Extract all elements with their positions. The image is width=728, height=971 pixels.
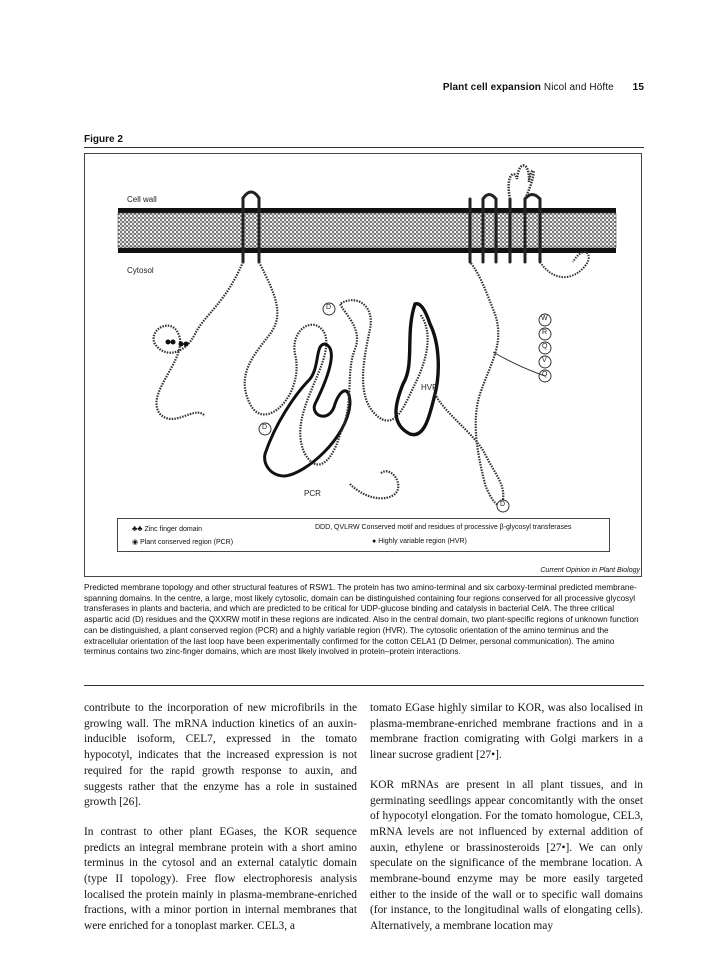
motif-v-label: V [542,357,547,364]
motif-r-label: R [542,329,548,336]
central-loop-3 [435,262,503,505]
figure-label: Figure 2 [84,134,123,145]
page-number: 15 [632,82,644,93]
legend-pcr-text: Plant conserved region (PCR) [140,539,234,546]
pcr-label: PCR [304,489,321,498]
paragraph: In contrast to other plant EGases, the KOR sequence predicts an integral membrane protein with a short amino terminus in the cytosol and an external catalytic domain (type II topology). Free flow electrophoresis analysis localised the protein mainly in plasma-membrane-enriched fractions, with a minor portion in internal membranes that were enriched for a tonoplast marker. CEL3, a [84,825,357,933]
central-loop-4 [350,471,398,498]
legend-hvr-text: Highly variable region (HVR) [378,538,467,545]
section-title: Plant cell expansion [442,82,542,93]
figure-top-rule [84,147,644,148]
aspartate-label-1: D [326,304,332,311]
central-loop-2 [340,300,428,434]
zinc-finger-marks [166,340,189,347]
running-head [443,82,644,93]
figure-legend [117,518,610,552]
legend-pcr [132,538,233,546]
legend-zinc-text: Zinc finger domain [144,526,203,533]
motif-q2-label: Q [542,371,548,378]
zinc-finger-icon: ♣♣ [132,524,143,533]
topology-diagram [85,154,641,576]
motif-w-label: W [541,315,548,322]
figure-panel [84,153,642,577]
motif-q-label: Q [542,343,548,350]
authors: Nicol and Höfte [543,82,614,93]
paragraph: tomato EGase highly similar to KOR, was also localised in plasma-membrane-enriched membrane fractions and in a membrane fraction comigrating with Golgi markers in a linear sucrose gradient [27•]. [370,702,643,762]
hvr-label: HVR [421,383,438,392]
pcr-marker-icon: ◉ [132,539,139,546]
legend-ddd-text: DDD, QVLRW Conserved motif and residues of processive β-glycosyl transferases [315,524,572,531]
c-terminal-tail [540,252,589,277]
qvlrw-connector [493,352,548,378]
paragraph: KOR mRNAs are present in all plant tissues, and in germinating seedlings appear concomitantly with the onset of hypocotyl elongation. For the tomato homologue, CEL3, mRNA levels are not influenced by external addition of auxin, ethylene or brassinosteroids [27•]. We can only speculate on the significance of the membrane location. A membrane-bound enzyme may be more easily targeted either to the inside of the wall or to specific wall domains (for instance, to the longitudinal walls of elongating cells). Alternatively, a membrane location may [370,778,643,933]
aspartate-label-2: D [262,424,268,431]
central-loop-1 [245,262,340,464]
residue-markers [259,303,551,512]
caption-bottom-rule [84,685,644,686]
legend-ddd [315,524,571,531]
hvr-marker-icon: ● [372,538,377,545]
paragraph: contribute to the incorporation of new microfibrils in the growing wall. The mRNA induction kinetics of an auxin-inducible isoform, CEL7, expressed in the tomato hypocotyl, indicates that the increased expression is not required for the rapid growth response to auxin, and suggests rather that the enzyme has a role in sustained growth [26]. [84,702,357,809]
figure-credit: Current Opinion in Plant Biology [540,567,640,574]
body-column-left [84,701,357,949]
figure-caption: Predicted membrane topology and other structural features of RSW1. The protein has two amino-terminal and six carboxy-terminal predicted membrane-spanning domains. In the centre, a large, most likely cytosolic, domain can be distinguished containing four regions conserved for all processive glycosyl transferases in plants and bacteria, and which are predicted to be critical for UDP-glucose binding and catalysis in bacterial CelA. The three critical aspartic acid (D) residues and the QXXRW motif in these regions are indicated. Also in the central domain, two plant-specific regions of unknown function can be distinguished, a plant conserved region (PCR) and a highly variable region (HVR). The cytosolic orientation of the amino terminus and the extracellular orientation of the last loop have been experimentally confirmed for the cotton CELA1 (D Delmer, personal communication). The amino terminus contains two zinc-finger domains, which are most likely involved in protein–protein interactions. [84,583,639,657]
hvr-loop [396,304,438,435]
cell-wall-label: Cell wall [127,195,157,204]
aspartate-label-3: D [500,501,506,508]
cytosol-label: Cytosol [127,266,154,275]
body-column-right [370,701,643,949]
legend-hvr [372,538,467,545]
legend-zinc [132,524,202,533]
